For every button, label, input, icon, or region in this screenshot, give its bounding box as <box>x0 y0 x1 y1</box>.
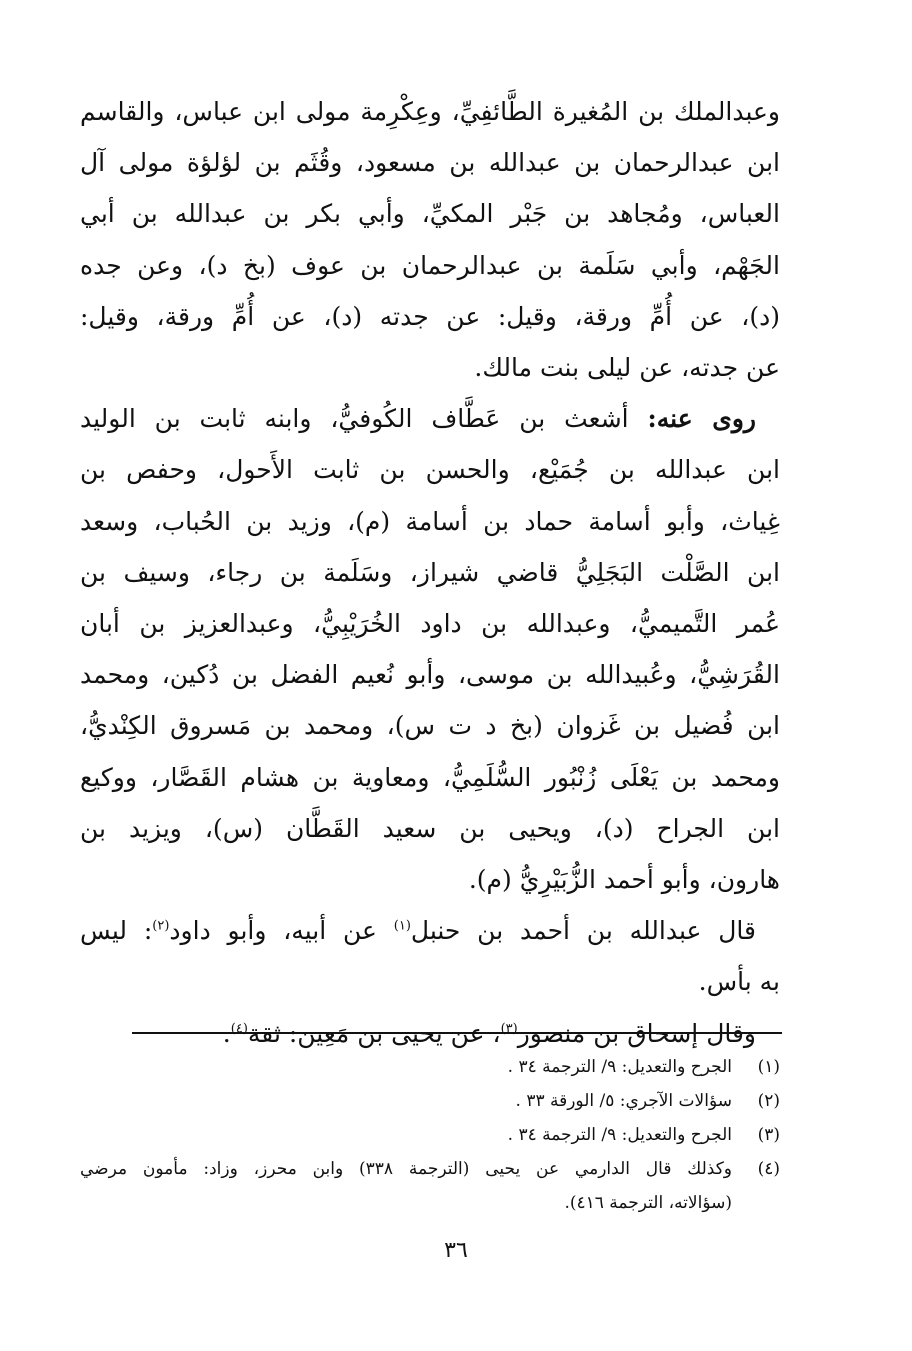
text-line: ابن الجراح (د)، ويحيى بن سعيد القَطَّان (س)، ويزيد بن <box>80 813 780 843</box>
footnote-line: الجرح والتعديل: ٩/ الترجمة ٣٤ . <box>507 1125 732 1145</box>
text-line: عن جدته، عن ليلى بنت مالك. <box>474 353 780 383</box>
footnote-divider <box>132 1032 782 1034</box>
footnote-line: سؤالات الآجري: ٥/ الورقة ٣٣ . <box>515 1091 732 1111</box>
text-line: وعبدالملك بن المُغيرة الطَّائفِيِّ، وعِكْرِمة مولى ابن عباس، والقاسم <box>80 97 780 126</box>
footnote-ref[interactable]: (٣) <box>500 1021 518 1037</box>
main-text <box>80 86 780 1059</box>
statement-text: عن أبيه، وأبو داود <box>169 916 394 946</box>
footnote-number: (٤) <box>757 1159 780 1179</box>
footnote <box>80 1118 780 1152</box>
text-line: (د)، عن أُمِّ ورقة، وقيل: عن جدته (د)، عن أُمِّ ورقة، وقيل: <box>80 301 780 331</box>
rawa-first-text: أشعث بن عَطَّاف الكُوفيُّ، وابنه ثابت بن الوليد <box>80 404 648 434</box>
footnote-ref[interactable]: (٤) <box>230 1021 248 1037</box>
footnote-text <box>80 1050 732 1084</box>
text-line: الجَهْم، وأبي سَلَمة بن عبدالرحمان بن عوف (بخ د)، وعن جده <box>80 250 780 280</box>
footnote-number: (١) <box>757 1057 780 1077</box>
statement-line <box>80 905 780 956</box>
footnote-number: (٢) <box>757 1091 780 1111</box>
text-line: ابن عبدالرحمان بن عبدالله بن مسعود، وقُثَم بن لؤلؤة مولى آل <box>80 148 780 178</box>
narrators-first-line <box>80 393 780 444</box>
footnotes <box>80 1050 780 1220</box>
footnote-text <box>80 1084 732 1118</box>
text-line: ومحمد بن يَعْلَى زُنْبُور السُّلَمِيُّ، ومعاوية بن هشام القَصَّار، ووكيع <box>80 762 780 792</box>
text-line: العباس، ومُجاهد بن جَبْر المكيِّ، وأبي بكر بن عبدالله بن أبي <box>80 199 780 229</box>
text-line: ابن عبدالله بن جُمَيْع، والحسن بن ثابت الأَحول، وحفص بن <box>80 455 780 485</box>
footnote-ref[interactable]: (٢) <box>152 918 170 934</box>
statement-text: قال عبدالله بن أحمد بن حنبل <box>410 916 756 946</box>
footnote <box>80 1050 780 1084</box>
text-line: عُمر التَّميميُّ، وعبدالله بن داود الخُرَيْبِيُّ، وعبدالعزيز بن أبان <box>80 609 780 639</box>
statement-text: وقال إسحاق بن منصور <box>517 1018 756 1048</box>
footnote-line: وكذلك قال الدارمي عن يحيى (الترجمة ٣٣٨) وابن محرز، وزاد: مأمون مرضي <box>80 1159 732 1179</box>
footnote-text <box>80 1118 732 1152</box>
footnote-number: (٣) <box>757 1125 780 1145</box>
text-line: ابن الصَّلْت البَجَلِيُّ قاضي شيراز، وسَلَمة بن رجاء، وسيف بن <box>80 557 780 587</box>
text-line: به بأس. <box>698 967 780 997</box>
text-line: هارون، وأبو أحمد الزُّبَيْرِيُّ (م). <box>468 865 780 895</box>
page-number: ٣٦ <box>444 1238 468 1263</box>
footnote <box>80 1152 780 1220</box>
text-line: القُرَشِيُّ، وعُبيدالله بن موسى، وأبو نُعيم الفضل بن دُكين، ومحمد <box>80 660 780 690</box>
statement-text: ، عن يحيى بن مَعِين: ثقة <box>247 1018 501 1048</box>
text-line: غِياث، وأبو أسامة حماد بن أسامة (م)، وزيد بن الحُباب، وسعد <box>80 506 780 536</box>
rawa-label: روى عنه: <box>647 404 756 434</box>
footnote-text <box>80 1152 732 1220</box>
text-line: ابن فُضيل بن غَزوان (بخ د ت س)، ومحمد بن مَسروق الكِنْديُّ، <box>80 711 780 741</box>
statement-text: : ليس <box>80 916 153 946</box>
footnote-line: (سؤالاته، الترجمة ٤١٦). <box>564 1193 732 1213</box>
footnote-ref[interactable]: (١) <box>393 918 411 934</box>
statement-text: . <box>222 1018 231 1048</box>
footnote-line: الجرح والتعديل: ٩/ الترجمة ٣٤ . <box>507 1057 732 1077</box>
footnote <box>80 1084 780 1118</box>
